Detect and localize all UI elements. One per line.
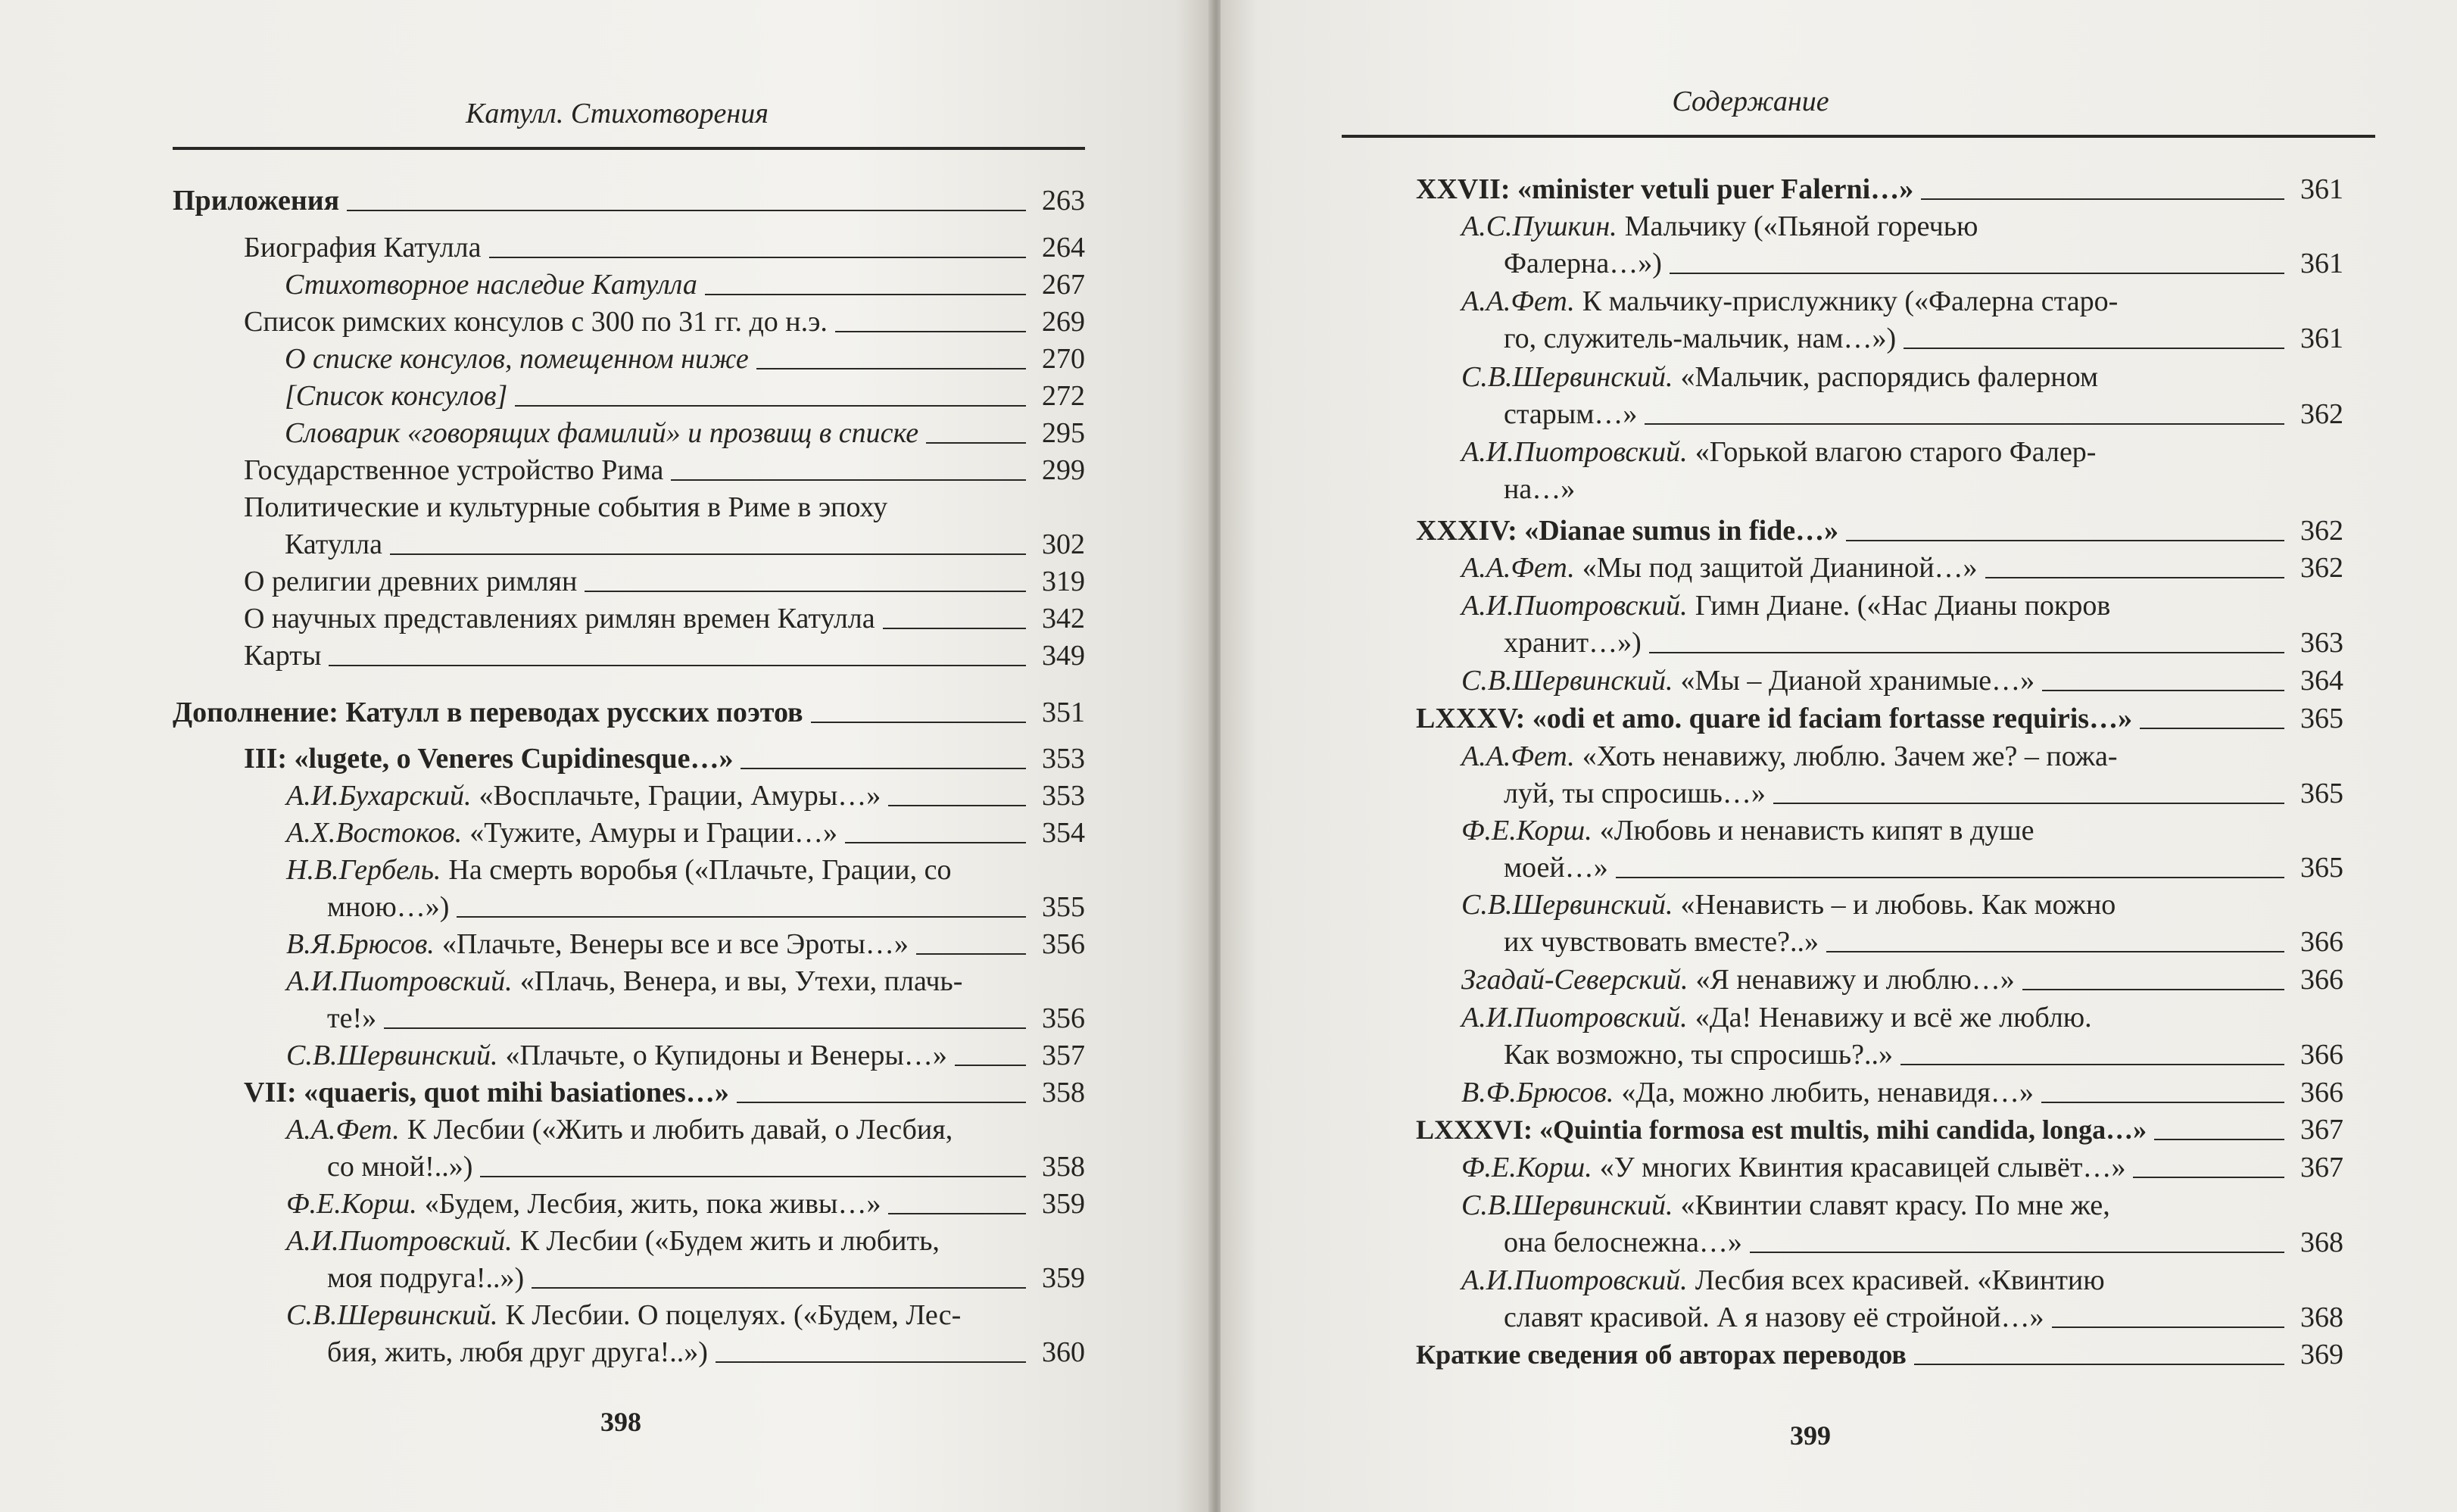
page-number: 368 (2300, 1302, 2343, 1333)
leader-line (1649, 651, 2284, 653)
page-number: 361 (2300, 323, 2343, 354)
page-number: 267 (1042, 269, 1085, 301)
toc-entry-poem (244, 740, 1085, 778)
toc-entry (244, 600, 1085, 638)
page-number: 361 (2300, 248, 2343, 279)
toc-entry-translators-info (1416, 1336, 2343, 1373)
translator-name: Ф.Е.Корш. (286, 1188, 417, 1220)
toc-entry-title: «Плачь, Венера, и вы, Утехи, плачь- (519, 965, 963, 997)
toc-entry-title: Карты (244, 640, 322, 672)
page-number: 366 (2300, 1039, 2343, 1071)
toc-entry-translation (286, 1297, 1085, 1371)
page-number: 362 (2300, 552, 2343, 584)
toc-entry-translation (286, 1186, 1085, 1223)
page-number: 356 (1042, 928, 1085, 960)
leader-line (347, 209, 1026, 211)
page-number: 357 (1042, 1040, 1085, 1071)
leader-line (480, 1175, 1026, 1177)
toc-entry-title: О списке консулов, помещенном ниже (285, 343, 749, 375)
page-number: 269 (1042, 306, 1085, 338)
leader-line (756, 367, 1026, 369)
page-number: 365 (2300, 852, 2343, 884)
running-head-right: Содержание (1672, 86, 1829, 117)
toc-entry-title: «Тужите, Амуры и Грации…» (469, 817, 837, 849)
leader-line (1904, 347, 2284, 349)
toc-entry (285, 378, 1085, 415)
page-number: 368 (2300, 1227, 2343, 1258)
page-number: 363 (2300, 627, 2343, 659)
toc-entry-title: «Любовь и ненависть кипят в душе (1599, 815, 2035, 846)
page-number: 299 (1042, 454, 1085, 486)
toc-entry-title: Краткие сведения об авторах переводов (1416, 1339, 1907, 1370)
toc-entry-title: LXXXVI: «Quintia formosa est multis, mihi candida, longa…» (1416, 1115, 2147, 1145)
toc-entry-translation (1461, 1262, 2343, 1336)
leader-line (705, 293, 1026, 295)
toc-entry-title-cont: Как возможно, ты спросишь?..» (1504, 1039, 1893, 1071)
toc-entry-title: На смерть воробья («Плачьте, Грации, со (448, 854, 952, 886)
toc-entry-title: Мальчику («Пьяной горечью (1624, 210, 1978, 242)
running-head-left: Катулл. Стихотворения (466, 98, 769, 129)
toc-entry-title: «У многих Квинтия красавицей слывёт…» (1599, 1152, 2126, 1183)
translator-name: А.И.Пиотровский. (1461, 590, 1688, 622)
toc-entry-title: Биография Катулла (244, 232, 482, 263)
toc-entry-translation (1461, 283, 2343, 357)
translator-name: А.С.Пушкин. (1461, 210, 1617, 242)
toc-entry-translation (286, 963, 1085, 1037)
toc-entry-title: «Квинтии славят красу. По мне же, (1680, 1189, 2110, 1221)
toc-entry (285, 267, 1085, 304)
leader-line (1921, 198, 2284, 200)
toc-entry-title: «Ненависть – и любовь. Как можно (1680, 889, 2116, 921)
toc-entry-title: [Список консулов] (285, 380, 508, 412)
toc-entry-title: «Мы – Дианой хранимые…» (1680, 665, 2035, 697)
toc-entry-title: К Лесбии («Жить и любить давай, о Лесбия, (407, 1114, 953, 1146)
toc-entry-translation (1461, 1074, 2343, 1111)
toc-entry-title: «Мальчик, распорядись фалерном (1680, 361, 2099, 393)
toc-entry-translation (1461, 588, 2343, 662)
page-number: 367 (2300, 1152, 2343, 1183)
leader-line (2140, 727, 2284, 729)
leader-line (2022, 988, 2284, 990)
toc-entry-title: Стихотворное наследие Катулла (285, 269, 697, 301)
toc-entry-title: VII: «quaeris, quot mihi basiationes…» (244, 1077, 729, 1108)
toc-entry-translation (1461, 1187, 2343, 1261)
page-number: 362 (2300, 515, 2343, 547)
toc-entry-translation (286, 1111, 1085, 1186)
toc-entry-title-cont: го, служитель-мальчик, нам…») (1504, 323, 1897, 354)
leader-line (1826, 950, 2284, 952)
page-number-right: 399 (1790, 1420, 1831, 1451)
page-number: 360 (1042, 1336, 1085, 1368)
page-number: 263 (1042, 185, 1085, 217)
toc-entry-title: III: «lugete, o Veneres Cupidinesque…» (244, 743, 734, 775)
toc-entry-title: «Восплачьте, Грации, Амуры…» (479, 780, 881, 812)
leader-line (390, 553, 1026, 555)
toc-entry-title: «Да, можно любить, ненавидя…» (1621, 1077, 2034, 1108)
translator-name: С.В.Шервинский. (286, 1299, 498, 1331)
translator-name: А.А.Фет. (1461, 740, 1575, 772)
toc-entry-title: «Я ненавижу и люблю…» (1695, 964, 2015, 996)
translator-name: С.В.Шервинский. (286, 1040, 498, 1071)
page-number: 272 (1042, 380, 1085, 412)
toc-entry-poem (1416, 1111, 2343, 1149)
translator-name: А.А.Фет. (1461, 285, 1575, 317)
leader-line (1985, 576, 2284, 578)
toc-entry-title-cont: на…» (1504, 473, 1576, 505)
toc-entry-translation (286, 815, 1085, 852)
toc-entry-title: «Плачьте, о Купидоны и Венеры…» (505, 1040, 947, 1071)
toc-entry-poem (1416, 513, 2343, 550)
toc-entry-title: «Да! Ненавижу и всё же люблю. (1695, 1002, 2092, 1033)
leader-line (955, 1064, 1026, 1066)
toc-entry-translation (1461, 887, 2343, 961)
toc-entry-poem (1416, 171, 2343, 208)
leader-line (1750, 1251, 2284, 1253)
leader-line (741, 767, 1026, 769)
toc-entry-title: К Лесбии. О поцелуях. («Будем, Лес- (505, 1299, 962, 1331)
translator-name: А.И.Бухарский. (286, 780, 472, 812)
toc-entry-poem (244, 1074, 1085, 1111)
leader-line (716, 1361, 1026, 1363)
toc-entry-title: К мальчику-прислужнику («Фалерна старо- (1582, 285, 2119, 317)
toc-entry-title: Список римских консулов с 300 по 31 гг. до н.э. (244, 306, 828, 338)
leader-line (585, 590, 1026, 592)
translator-name: Згадай-Северский. (1461, 964, 1688, 996)
translator-name: С.В.Шервинский. (1461, 361, 1673, 393)
leader-line (1773, 802, 2284, 804)
toc-entry (244, 638, 1085, 675)
toc-entry-title: О религии древних римлян (244, 566, 578, 597)
leader-line (532, 1286, 1026, 1289)
page-number: 365 (2300, 703, 2343, 734)
leader-line (845, 841, 1026, 843)
toc-entry (244, 563, 1085, 600)
page-number: 302 (1042, 528, 1085, 560)
toc-entry (244, 304, 1085, 341)
leader-line (883, 627, 1026, 629)
toc-entry-translation (1461, 812, 2343, 887)
page-number: 264 (1042, 232, 1085, 263)
leader-line (1900, 1063, 2284, 1065)
leader-line (671, 479, 1026, 481)
toc-entry-translation (1461, 550, 2343, 587)
toc-entry-title-cont: бия, жить, любя друг друга!..») (327, 1336, 708, 1368)
translator-name: С.В.Шервинский. (1461, 1189, 1673, 1221)
toc-entry-translation (1461, 208, 2343, 282)
leader-line (457, 915, 1026, 918)
page-number: 366 (2300, 926, 2343, 958)
toc-entry-title-cont: она белоснежна…» (1504, 1227, 1742, 1258)
toc-entry-supplement (173, 694, 1085, 731)
page-number: 353 (1042, 780, 1085, 812)
translator-name: А.И.Пиотровский. (286, 965, 513, 997)
toc-entry-translation (1461, 1149, 2343, 1186)
leader-line (1846, 539, 2284, 541)
page-number: 358 (1042, 1151, 1085, 1183)
toc-entry-poem (1416, 700, 2343, 737)
toc-entry-title-cont: их чувствовать вместе?..» (1504, 926, 1819, 958)
leader-line (2052, 1326, 2284, 1328)
right-page (1221, 0, 2457, 1512)
toc-entry-title: К Лесбии («Будем жить и любить, (519, 1225, 940, 1257)
translator-name: Ф.Е.Корш. (1461, 815, 1592, 846)
leader-line (2042, 689, 2284, 691)
page-number: 366 (2300, 1077, 2343, 1108)
toc-entry (285, 341, 1085, 378)
toc-entry-translation (1461, 999, 2343, 1074)
toc-entry-title: Гимн Диане. («Нас Дианы покров (1695, 590, 2111, 622)
leader-line (2154, 1138, 2284, 1140)
page-number: 270 (1042, 343, 1085, 375)
toc-entry-title: Политические и культурные события в Риме в эпоху (244, 491, 888, 523)
leader-line (1914, 1363, 2284, 1365)
leader-line (835, 330, 1026, 332)
translator-name: А.И.Пиотровский. (286, 1225, 513, 1257)
toc-entry-title-cont: старым…» (1504, 398, 1638, 430)
toc-entry-translation (1461, 738, 2343, 812)
translator-name: В.Ф.Брюсов. (1461, 1077, 1614, 1108)
page-number: 319 (1042, 566, 1085, 597)
toc-entry-translation (286, 926, 1085, 963)
translator-name: Ф.Е.Корш. (1461, 1152, 1592, 1183)
leader-line (1645, 422, 2284, 425)
translator-name: С.В.Шервинский. (1461, 889, 1673, 921)
translator-name: А.И.Пиотровский. (1461, 1264, 1688, 1296)
leader-line (2133, 1176, 2284, 1178)
toc-entry-title: Приложения (173, 185, 340, 217)
leader-line (384, 1027, 1026, 1029)
page-number: 369 (2300, 1339, 2343, 1370)
page-number: 355 (1042, 891, 1085, 923)
toc-entry (285, 415, 1085, 452)
toc-entry-translation (1461, 662, 2343, 700)
page-number: 361 (2300, 173, 2343, 205)
toc-entry-title: «Хоть ненавижу, люблю. Зачем же? – пожа- (1582, 740, 2118, 772)
toc-entry-title: «Мы под защитой Дианиной…» (1582, 552, 1978, 584)
toc-entry-title: Государственное устройство Рима (244, 454, 664, 486)
page-number: 367 (2300, 1114, 2343, 1146)
toc-entry-title-cont: Катулла (285, 528, 382, 560)
header-rule-left (173, 147, 1085, 150)
toc-entry (244, 452, 1085, 489)
toc-entry-title: О научных представлениях римлян времен Катулла (244, 603, 875, 634)
page-number: 362 (2300, 398, 2343, 430)
leader-line (2041, 1101, 2284, 1103)
translator-name: А.И.Пиотровский. (1461, 436, 1688, 468)
toc-entry-title: «Горькой влагою старого Фалер- (1695, 436, 2097, 468)
toc-entry-title-cont: мною…») (327, 891, 450, 923)
left-page (0, 0, 1211, 1512)
toc-entry-title-cont: хранит…») (1504, 627, 1642, 659)
page-number: 353 (1042, 743, 1085, 775)
leader-line (1616, 876, 2284, 878)
toc-entry-appendices (173, 182, 1085, 220)
leader-line (811, 721, 1026, 723)
toc-entry-title-cont: луй, ты спросишь…» (1504, 778, 1766, 809)
page-number: 351 (1042, 697, 1085, 728)
translator-name: А.А.Фет. (286, 1114, 400, 1146)
page-number: 342 (1042, 603, 1085, 634)
toc-entry-title-cont: моя подруга!..») (327, 1262, 525, 1294)
leader-line (737, 1101, 1026, 1103)
toc-entry-title-cont: Фалерна…») (1504, 248, 1662, 279)
page-number: 356 (1042, 1002, 1085, 1034)
leader-line (1670, 272, 2284, 274)
translator-name: В.Я.Брюсов. (286, 928, 435, 960)
toc-entry-title: XXXIV: «Dianae sumus in fide…» (1416, 515, 1839, 547)
translator-name: А.Х.Востоков. (286, 817, 463, 849)
toc-entry-title: Словарик «говорящих фамилий» и прозвищ в списке (285, 417, 919, 449)
toc-entry-translation (1461, 962, 2343, 999)
toc-entry (244, 229, 1085, 267)
page-number: 349 (1042, 640, 1085, 672)
toc-entry-translation (286, 1223, 1085, 1297)
toc-entry-title-cont: со мной!..») (327, 1151, 473, 1183)
leader-line (888, 1212, 1026, 1214)
translator-name: С.В.Шервинский. (1461, 665, 1673, 697)
toc-entry-title: XXVII: «minister vetuli puer Falerni…» (1416, 173, 1914, 205)
translator-name: А.И.Пиотровский. (1461, 1002, 1688, 1033)
toc-entry-translation (286, 778, 1085, 815)
leader-line (329, 664, 1026, 666)
leader-line (888, 804, 1026, 806)
toc-entry-translation (1461, 434, 2343, 508)
leader-line (916, 952, 1026, 955)
header-rule-right (1342, 135, 2375, 138)
toc-entry-title: Лесбия всех красивей. «Квинтию (1695, 1264, 2105, 1296)
toc-entry-translation (286, 1037, 1085, 1074)
leader-line (515, 404, 1026, 407)
page-number-left: 398 (600, 1407, 641, 1437)
page-number: 358 (1042, 1077, 1085, 1108)
toc-entry-translation (1461, 359, 2343, 433)
translator-name: А.А.Фет. (1461, 552, 1575, 584)
leader-line (489, 256, 1027, 258)
page-number: 295 (1042, 417, 1085, 449)
leader-line (926, 441, 1026, 444)
toc-entry-title-cont: славят красивой. А я назову её стройной…» (1504, 1302, 2044, 1333)
toc-entry-title: «Плачьте, Венеры все и все Эроты…» (441, 928, 909, 960)
toc-entry-title: LXXXV: «odi et amo. quare id faciam fortasse requiris…» (1416, 703, 2133, 734)
page-number: 359 (1042, 1262, 1085, 1294)
page-number: 366 (2300, 964, 2343, 996)
translator-name: Н.В.Гербель. (286, 854, 441, 886)
toc-entry-title-cont: те!» (327, 1002, 377, 1034)
page-number: 359 (1042, 1188, 1085, 1220)
toc-entry (244, 489, 1085, 563)
toc-entry-title: «Будем, Лесбия, жить, пока живы…» (424, 1188, 881, 1220)
toc-entry-title-cont: моей…» (1504, 852, 1608, 884)
page-number: 365 (2300, 778, 2343, 809)
toc-entry-title: Дополнение: Катулл в переводах русских поэтов (173, 697, 803, 728)
page-number: 364 (2300, 665, 2343, 697)
page-number: 354 (1042, 817, 1085, 849)
toc-entry-translation (286, 852, 1085, 926)
